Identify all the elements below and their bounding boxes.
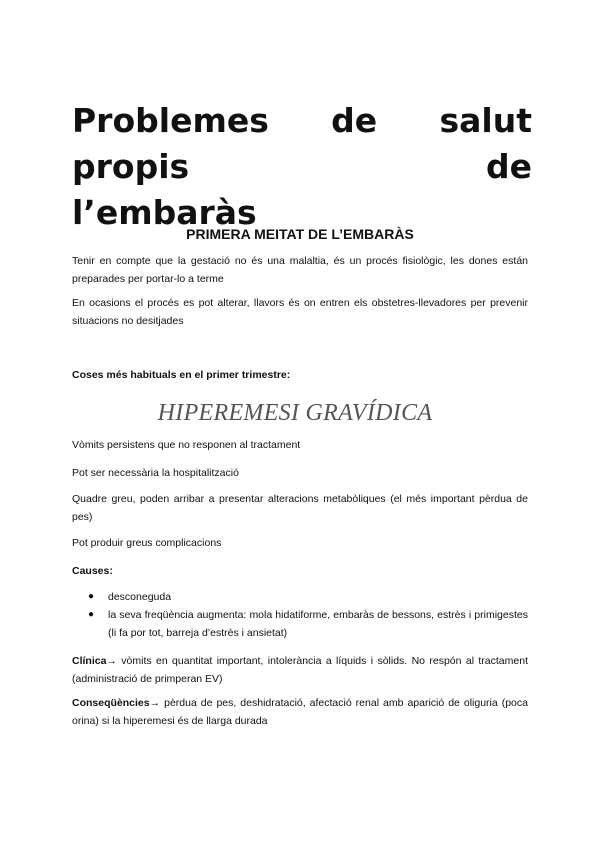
consequencies-text: → pèrdua de pes, deshidratació, afectació renal amb aparició de oliguria (poca orina) si la hiperemesi és de llarga durada bbox=[72, 697, 528, 727]
bullet-icon: ● bbox=[88, 609, 95, 620]
point-3: Quadre greu, poden arribar a presentar alteracions metabòliques (el més important pèrdua de pes) bbox=[72, 493, 528, 523]
point-1: Vòmits persistens que no responen al tractament bbox=[72, 439, 301, 451]
point-4: Pot produir greus complicacions bbox=[72, 537, 222, 549]
cause-text: desconeguda bbox=[108, 591, 172, 603]
bullet-icon: ● bbox=[88, 591, 95, 602]
clinica-label: Clínica bbox=[72, 655, 107, 667]
first-trimester-heading: Coses més habituals en el primer trimestre: bbox=[72, 369, 291, 381]
causes-list bbox=[72, 588, 528, 642]
title-line-1: Problemes de salut propis de bbox=[72, 101, 532, 186]
list-item bbox=[72, 606, 528, 642]
intro-paragraph-2: En ocasions el procés es pot alterar, llavors és on entren els obstetres-llevadores per prevenir situacions no desitjades bbox=[72, 297, 528, 327]
title-line-2: l’embaràs bbox=[72, 193, 257, 232]
point-2: Pot ser necessària la hospitalització bbox=[72, 467, 239, 479]
consequencies-label: Conseqüències bbox=[72, 697, 150, 709]
condition-title: HIPEREMESI GRAVÍDICA bbox=[157, 400, 433, 426]
cause-text: la seva freqüència augmenta: mola hidatiforme, embaràs de bessons, estrès i primigestes (li fa por tot, barreja d’estrès i ansietat) bbox=[108, 609, 528, 639]
causes-heading: Causes: bbox=[72, 565, 113, 577]
intro-paragraph-1: Tenir en compte que la gestació no és una malaltia, és un procés fisiològic, les dones están preparades per portar-lo a terme bbox=[72, 255, 528, 285]
clinica-text: → vòmits en quantitat important, intolerància a líquids i sòlids. No respón al tractament (administració de primperan EV) bbox=[72, 655, 528, 685]
list-item bbox=[72, 588, 528, 606]
page-title bbox=[72, 98, 532, 236]
consequencies-paragraph bbox=[72, 694, 528, 730]
clinica-paragraph bbox=[72, 652, 528, 688]
section-heading: PRIMERA MEITAT DE L’EMBARÀS bbox=[186, 226, 414, 242]
